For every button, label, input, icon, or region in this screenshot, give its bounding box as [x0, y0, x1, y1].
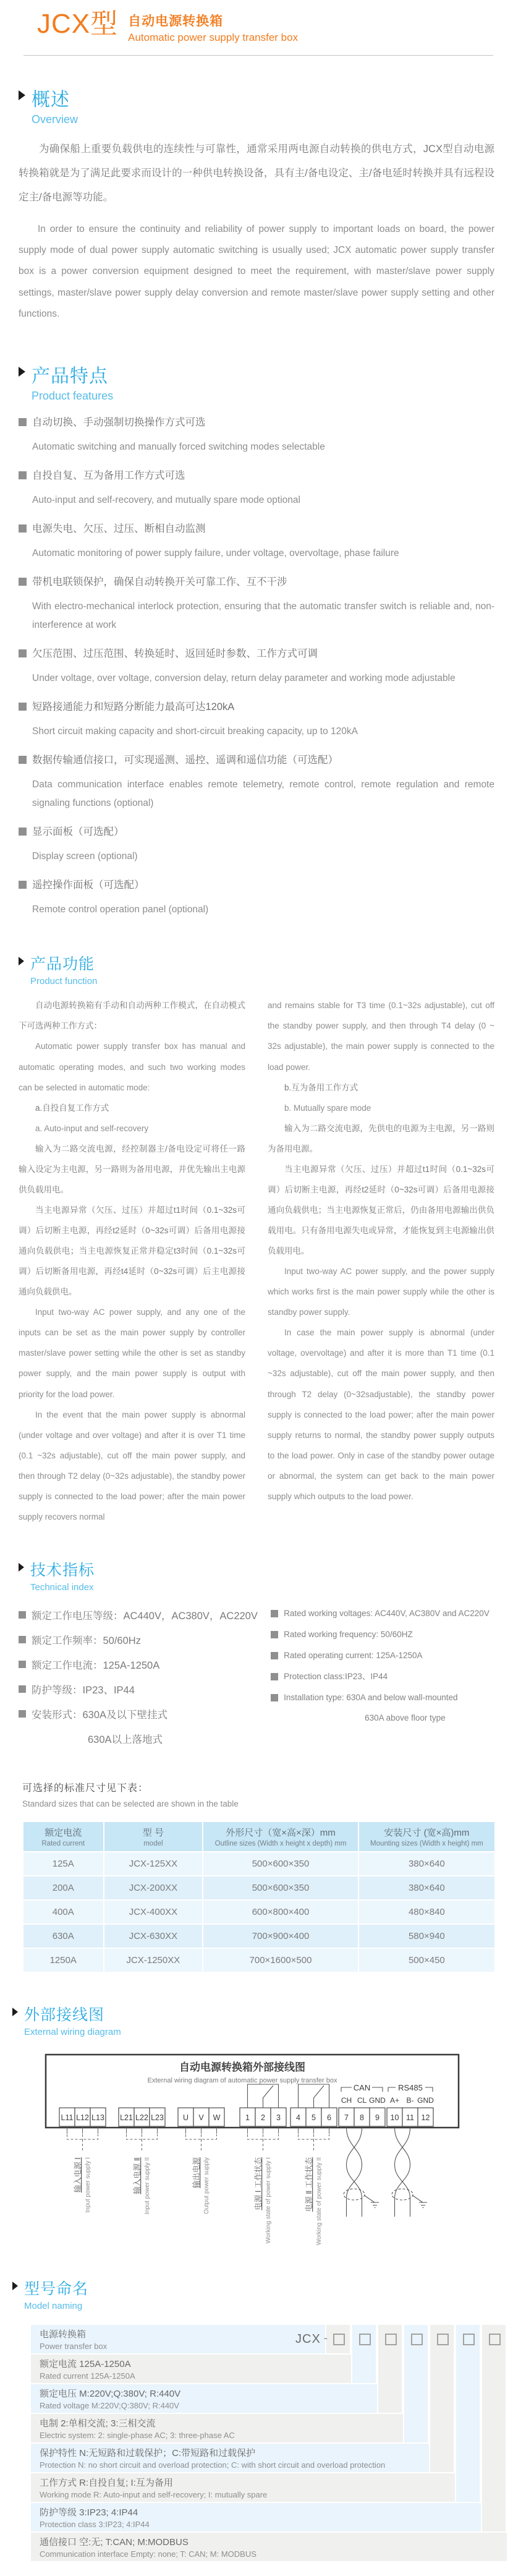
table-row: 630A JCX-630XX 700×900×400 580×940 [23, 1925, 494, 1948]
section-title-en: Technical index [30, 1581, 94, 1593]
feature-item [19, 753, 494, 812]
svg-text:Working state of power supply: Working state of power supply I [265, 2157, 272, 2243]
function-left-column [19, 995, 245, 1527]
tech-item: 630A以上落地式 [88, 1734, 163, 1746]
features-header [19, 361, 494, 403]
naming-row: 电制 2:单相交流; 3:三相交流 Electric system: 2: single-phase AC; 3: three-phase AC [31, 2414, 403, 2442]
feature-en: Remote control operation panel (optional) [32, 904, 209, 915]
product-title-stack [128, 10, 298, 44]
twisted-pair-cable [344, 2128, 427, 2217]
feature-cn: 显示面板（可选配） [32, 826, 124, 837]
svg-text:电源 Ⅰ 工作状态: 电源 Ⅰ 工作状态 [254, 2157, 263, 2210]
function-paragraph: 当主电源异常（欠压、过压）并超过t1时间（0.1~32s可调）后切断主电源，再经t2延时（0~32s可调）后备用电源接通向负载供电；当主电源恢复正常后，仍由备用电源输出供负载用电。只有备用电源失电或异常，才能恢复到主电源输出供负载用电。 [268, 1164, 494, 1256]
model-code-box [437, 2334, 449, 2345]
function-paragraph: 输入为二路交流电源，先供电的电源为主电源，另一路则为备用电源。 [268, 1123, 494, 1153]
function-paragraph: a. Auto-input and self-recovery [35, 1123, 149, 1133]
svg-text:A+: A+ [389, 2095, 400, 2105]
section-arrow-icon [19, 1563, 24, 1572]
section-naming [12, 2277, 494, 2562]
can-bus-label: CAN [353, 2082, 371, 2092]
tech-item: 额定工作频率：50/60Hz [32, 1635, 141, 1647]
naming-header [12, 2277, 494, 2311]
wiring-diagram [45, 2053, 494, 2261]
section-title-en: Overview [32, 113, 78, 126]
col-header: 外形尺寸（宽×高×深）mm Outline sizes (Width x height x depth) mm [203, 1822, 357, 1851]
section-arrow-icon [12, 2008, 18, 2016]
section-arrow-icon [12, 2282, 18, 2290]
bullet-square-icon [271, 1652, 278, 1659]
svg-text:输入电源 Ⅰ: 输入电源 Ⅰ [74, 2157, 82, 2193]
feature-item [19, 468, 494, 509]
bullet-square-icon [19, 649, 27, 657]
bullet-square-icon [19, 578, 27, 586]
svg-text:4: 4 [296, 2113, 300, 2122]
cable-brackets [67, 2128, 329, 2152]
feature-cn: 电源失电、欠压、过压、断相自动监测 [32, 523, 206, 535]
svg-text:L22: L22 [135, 2113, 148, 2122]
svg-text:Input power supply II: Input power supply II [144, 2157, 151, 2214]
tech-item: Protection class:IP23、IP44 [284, 1671, 388, 1681]
bullet-square-icon [19, 1685, 26, 1693]
bullet-square-icon [19, 1710, 26, 1718]
svg-text:L12: L12 [76, 2113, 89, 2122]
feature-cn: 遥控操作面板（可选配） [32, 879, 145, 891]
svg-text:L23: L23 [151, 2113, 164, 2122]
bullet-square-icon [19, 524, 27, 533]
size-note-en: Standard sizes that can be selected are shown in the table [22, 1799, 239, 1808]
function-paragraph: Input two-way AC power supply, and the power supply which works first is the main power supply while the other is standby power supply. [268, 1267, 494, 1317]
table-row: 400A JCX-400XX 600×800×400 480×840 [23, 1901, 494, 1923]
doc-header [0, 0, 513, 44]
function-paragraph: b. Mutually spare mode [284, 1103, 371, 1113]
feature-cn: 带机电联锁保护，确保自动转换开关可靠工作、互不干涉 [32, 576, 287, 588]
svg-text:10: 10 [390, 2113, 399, 2122]
function-paragraph: b.互为备用工作方式 [284, 1082, 358, 1092]
product-title-en: Automatic power supply transfer box [128, 32, 299, 43]
svg-text:5: 5 [312, 2113, 316, 2122]
feature-cn: 欠压范围、过压范围、转换延时、返回延时参数、工作方式可调 [32, 648, 318, 659]
function-paragraph: and remains stable for T3 time (0.1~32s adjustable), cut off the standby power supply, and then through T4 delay (0 ~ 32s adjustable), the main power supply is connected to the load power. [268, 1001, 494, 1072]
model-code-box [463, 2334, 475, 2345]
technical-right-column [271, 1599, 494, 1748]
function-header [19, 952, 494, 986]
bullet-square-icon [271, 1631, 278, 1638]
feature-item [19, 878, 494, 918]
section-title-cn: 外部接线图 [24, 2006, 105, 2024]
model-code-box [411, 2334, 423, 2345]
bullet-square-icon [271, 1673, 278, 1680]
header-divider [23, 55, 493, 56]
section-features [19, 361, 494, 919]
feature-item [19, 700, 494, 740]
svg-text:CL: CL [357, 2095, 367, 2105]
function-columns [19, 995, 494, 1527]
col-header: 安装尺寸 (宽×高)mm Mounting sizes (Width x height) mm [359, 1822, 494, 1851]
svg-text:1: 1 [245, 2113, 250, 2122]
bus-pin-labels [341, 2096, 434, 2105]
svg-text:8: 8 [360, 2113, 364, 2122]
svg-text:7: 7 [344, 2113, 349, 2122]
svg-text:V: V [198, 2113, 204, 2122]
bullet-square-icon [19, 418, 27, 426]
product-title-cn: 自动电源转换箱 [128, 14, 224, 28]
feature-item [19, 646, 494, 687]
feature-item [19, 415, 494, 456]
bullet-square-icon [19, 1661, 26, 1668]
naming-row: 工作方式 R:自投自复; I:互为备用 Working mode R: Auto-input and self-recovery; I: mutually spare [31, 2473, 455, 2502]
tech-item: 安装形式：630A及以下壁挂式 [32, 1709, 168, 1721]
naming-riser [430, 2325, 454, 2472]
svg-text:输入电源 Ⅱ: 输入电源 Ⅱ [133, 2157, 142, 2194]
svg-text:Output power supply: Output power supply [203, 2157, 210, 2214]
relay-contact-icon [248, 2084, 329, 2108]
wiring-header [12, 2003, 494, 2037]
svg-text:L21: L21 [120, 2113, 133, 2122]
model-code-box [359, 2334, 371, 2345]
function-paragraph: a.自投自复工作方式 [35, 1103, 109, 1113]
section-wiring [12, 2003, 494, 2261]
feature-cn: 短路接通能力和短路分断能力最高可达120kA [32, 701, 235, 713]
svg-text:B-: B- [406, 2095, 414, 2105]
feature-item [19, 824, 494, 865]
svg-text:12: 12 [421, 2113, 430, 2122]
feature-en: Auto-input and self-recovery, and mutually spare mode optional [32, 494, 300, 505]
svg-text:GND: GND [417, 2095, 434, 2105]
section-arrow-icon [19, 957, 24, 965]
tech-item: 额定工作电压等级：AC440V，AC380V，AC220V [32, 1610, 258, 1622]
section-title-cn: 产品功能 [30, 956, 95, 973]
section-technical [19, 1558, 494, 1748]
svg-text:CH: CH [341, 2095, 352, 2105]
rs485-bus-label: RS485 [398, 2082, 423, 2092]
svg-text:L11: L11 [61, 2113, 74, 2122]
feature-en: Automatic monitoring of power supply failure, under voltage, overvoltage, phase failure [32, 547, 399, 558]
standard-sizes-table [22, 1821, 496, 1973]
section-title-cn: 概述 [32, 90, 70, 110]
section-title-en: Model naming [24, 2300, 83, 2311]
naming-row: 额定电流 125A-1250A Rated current 125A-1250A [31, 2355, 351, 2383]
size-note [22, 1780, 494, 1808]
naming-riser [482, 2325, 506, 2531]
tech-item: Rated operating current: 125A-1250A [284, 1650, 423, 1660]
svg-text:3: 3 [276, 2113, 281, 2122]
overview-paragraph-en: In order to ensure the continuity and reliability of power supply to important loads on board, the power supply mode of dual power supply automatic switching is usually used; JCX automatic power supply transfer box is a power conversion equipment designed to meet the requirement, with master/slave power supply settings, master/slave power supply delay conversion and remote master/slave power supply setting and other functions. [19, 224, 494, 319]
table-row: 1250A JCX-1250XX 700×1600×500 500×450 [23, 1949, 494, 1972]
bullet-square-icon [19, 1636, 26, 1643]
tech-item: 630A above floor type [365, 1713, 446, 1723]
model-code-box [333, 2334, 345, 2345]
section-overview [19, 84, 494, 325]
feature-item [19, 521, 494, 562]
wiring-diagram-svg [45, 2053, 471, 2257]
diagram-title-en: External wiring diagram of automatic power supply transfer box [147, 2076, 337, 2084]
function-paragraph: 当主电源异常（欠压、过压）并超过t1时间（0.1~32s可调）后切断主电源，再经t2延时（0~32s可调）后备用电源接通向负载供电；当主电源恢复正常并稳定t3时间（0.1~32s可调）后切断备用电源，再经t4延时（0~32s可调）后主电源接通向负载供电。 [19, 1205, 245, 1297]
svg-text:2: 2 [261, 2113, 265, 2122]
model-code-box [385, 2334, 397, 2345]
svg-text:L13: L13 [91, 2113, 104, 2122]
tech-item: 防护等级：IP23、IP44 [32, 1685, 135, 1697]
model-prefix: JCX [295, 2332, 321, 2346]
section-title-en: Product function [30, 976, 98, 987]
feature-item [19, 575, 494, 634]
section-title-cn: 型号命名 [24, 2280, 89, 2298]
product-model-title: JCX型 [37, 9, 119, 39]
overview-header [19, 84, 494, 126]
function-paragraph: Automatic power supply transfer box has manual and automatic operating modes, and such two working modes can be selected in automatic mode: [19, 1042, 245, 1092]
section-arrow-icon [19, 90, 25, 100]
bullet-square-icon [271, 1694, 278, 1701]
bullet-square-icon [19, 471, 27, 479]
section-title-en: External wiring diagram [24, 2026, 121, 2037]
overview-paragraph-cn: 为确保船上重要负载供电的连续性与可靠性，通常采用两电源自动转换的供电方式，JCX型自动电源转换箱就是为了满足此要求而设计的一种供电转换设备，具有主/备电设定、主/备电延时转换并具有远程设定主/备电源等功能。 [19, 143, 494, 203]
svg-text:6: 6 [327, 2113, 331, 2122]
bullet-square-icon [271, 1610, 278, 1617]
diagram-title-cn: 自动电源转换箱外部接线图 [179, 2061, 305, 2073]
table-row: 200A JCX-200XX 500×600×350 380×640 [23, 1876, 494, 1899]
function-paragraph: 输入为二路交流电源，经控制器主/备电设定可将任一路输入设定为主电源，另一路则为备用电源，并优先输出主电源供负载用电。 [19, 1144, 245, 1194]
naming-row: 防护等级 3:IP23; 4:IP44 Protection class 3:IP23; 4:IP44 [31, 2503, 481, 2531]
naming-row: 额定电压 M:220V;Q:380V; R:440V Rated voltage M:220V;Q:380V; R:440V [31, 2384, 377, 2413]
feature-en: Short circuit making capacity and short-circuit breaking capacity, up to 120kA [32, 725, 358, 737]
model-dash: - [324, 2331, 328, 2344]
col-header: 额定电流 Rated current [23, 1822, 103, 1851]
technical-header [19, 1558, 494, 1593]
naming-row: 保护特性 N:无短路和过载保护；C:带短路和过载保护 Protection N: no short circuit and overload protection; C: with short circuit and overload protection [31, 2444, 429, 2472]
feature-en: Under voltage, over voltage, conversion delay, return delay parameter and working mode adjustable [32, 672, 456, 683]
section-title-en: Product features [32, 389, 114, 402]
svg-text:Working state of power supply: Working state of power supply II [316, 2157, 323, 2245]
feature-cn: 自投自复、互为备用工作方式可选 [32, 469, 185, 481]
svg-text:U: U [182, 2113, 189, 2122]
feature-en: Automatic switching and manually forced switching modes selectable [32, 441, 325, 452]
bullet-square-icon [19, 1611, 26, 1619]
naming-riser [456, 2325, 480, 2502]
section-arrow-icon [19, 367, 25, 377]
bullet-square-icon [19, 756, 27, 764]
svg-text:9: 9 [375, 2113, 379, 2122]
model-code-box [489, 2334, 501, 2345]
group-labels [73, 2157, 323, 2245]
svg-text:GND: GND [369, 2095, 386, 2105]
svg-text:11: 11 [406, 2113, 414, 2122]
feature-cn: 自动切换、手动强制切换操作方式可选 [32, 416, 206, 428]
naming-row: 通信接口 空:无; T:CAN; M:MODBUS Communication interface Empty: none; T: CAN; M: MODBUS [31, 2533, 507, 2561]
bullet-square-icon [19, 881, 27, 889]
naming-row: 电源转换箱 Power transfer box [31, 2325, 325, 2353]
svg-text:电源 Ⅱ 工作状态: 电源 Ⅱ 工作状态 [305, 2157, 313, 2212]
feature-cn: 数据传输通信接口，可实现遥测、遥控、遥调和遥信功能（可选配） [32, 755, 338, 766]
feature-en: Data communication interface enables remote telemetry, remote control, remote regulation and remote signaling functions (optional) [32, 779, 494, 808]
size-note-cn: 可选择的标准尺寸见下表： [22, 1782, 149, 1794]
svg-text:W: W [213, 2113, 221, 2122]
bullet-square-icon [19, 703, 27, 711]
feature-en: With electro-mechanical interlock protection, ensuring that the automatic transfer switch is reliable and, non-interference at work [32, 601, 494, 630]
tech-item: 额定工作电流：125A-1250A [32, 1660, 160, 1672]
technical-left-column [19, 1599, 271, 1748]
tech-item: Installation type: 630A and below wall-mounted [284, 1692, 458, 1702]
tech-item: Rated working voltages: AC440V, AC380V and AC220V [284, 1608, 490, 1618]
bullet-square-icon [19, 828, 27, 836]
col-header: 型 号 model [104, 1822, 203, 1851]
function-paragraph: 自动电源转换箱有手动和自动两种工作模式，在自动模式下可选两种工作方式： [19, 1001, 245, 1031]
function-paragraph: In the event that the main power supply is abnormal (under voltage and over voltage) and after it is over T1 time (0.1 ~32s adjustable), cut off the main power supply, and then through T2 delay (0~32s adjustable), the standby power supply is connected to the load power; after the main power supply recovers normal [19, 1410, 245, 1521]
svg-text:输出电源: 输出电源 [192, 2157, 201, 2188]
section-title-cn: 技术指标 [30, 1561, 95, 1579]
function-right-column [268, 995, 494, 1527]
function-paragraph: Input two-way AC power supply, and any one of the inputs can be set as the main power supply by controller master/slave power setting while the other is set as standby power supply, and the main power supply is output with priority for the load power. [19, 1307, 245, 1399]
technical-columns [19, 1599, 494, 1748]
table-header-row [23, 1822, 494, 1851]
function-paragraph: In case the main power supply is abnormal (under voltage, overvoltage) and after it is more than T1 time (0.1 ~32s adjustable), cut off the main power supply, and then through T2 delay (0~32sadjustable), the standby power supply is connected to the load power; after the main power supply returns to normal, the standby power supply outputs to the load power. Only in case of the standby power outage or abnormal, the system can get back to the main power supply which outputs to the load power. [268, 1328, 494, 1501]
feature-en: Display screen (optional) [32, 850, 138, 862]
tech-item: Rated working frequency: 50/60HZ [284, 1629, 413, 1639]
section-title-cn: 产品特点 [32, 366, 108, 387]
svg-text:Input power supply I: Input power supply I [85, 2157, 91, 2213]
table-row: 125A JCX-125XX 500×600×350 380×640 [23, 1852, 494, 1875]
section-function [19, 952, 494, 1527]
model-naming-table [31, 2325, 510, 2562]
